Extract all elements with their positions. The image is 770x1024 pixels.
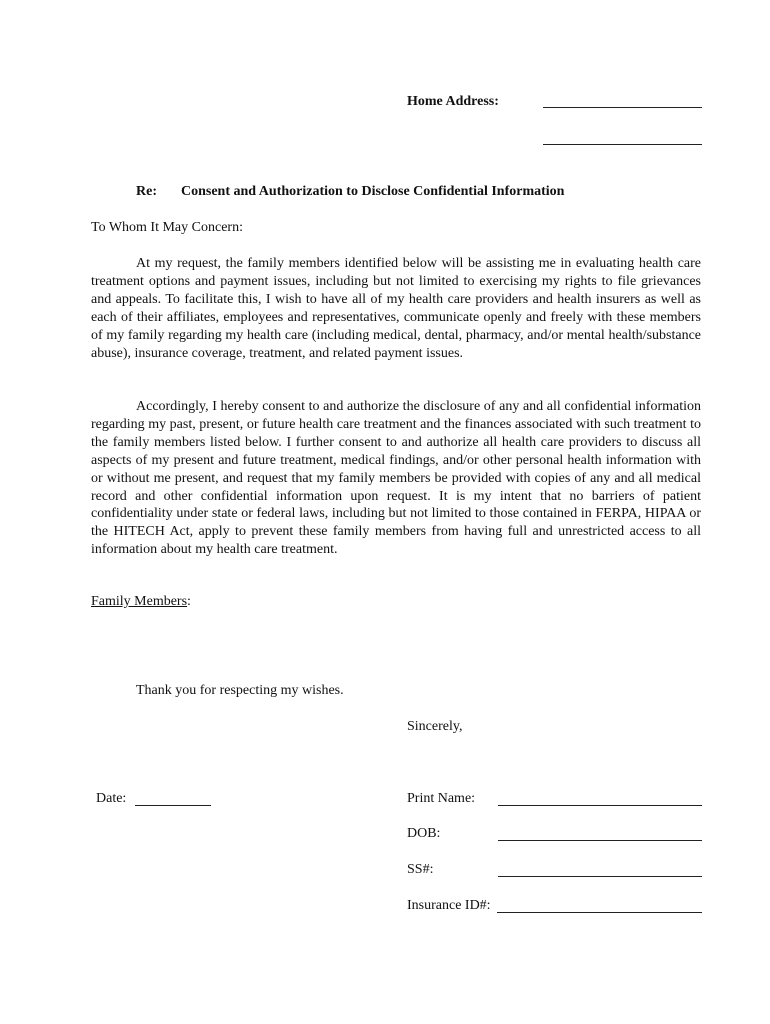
print-name-label: Print Name: xyxy=(407,791,476,806)
home-address-line-2[interactable] xyxy=(543,144,702,145)
date-label: Date: xyxy=(96,791,127,806)
sincerely: Sincerely, xyxy=(407,719,463,734)
family-members-heading xyxy=(91,594,191,610)
subject-title: Consent and Authorization to Disclose Confidential Information xyxy=(181,184,565,199)
paragraph-1-text: At my request, the family members identified below will be assisting me in evaluating health care treatment options and payment issues, including but not limited to exercising my rights to file grievances and appeals. To facilitate this, I wish to have all of my health care providers and health insurers as well as each of their affiliates, employees and representatives, communicate openly and freely with these members of my family regarding my health care (including medical, dental, pharmacy, and/or mental health/substance abuse), insurance coverage, treatment, and related payment issues. xyxy=(91,256,701,361)
dob-label: DOB: xyxy=(407,826,441,841)
paragraph-authorization-purpose xyxy=(91,255,701,362)
ss-line[interactable] xyxy=(498,876,702,877)
re-label: Re: xyxy=(136,184,157,199)
insurance-id-label: Insurance ID#: xyxy=(407,898,491,913)
home-address-label: Home Address: xyxy=(407,94,499,109)
ss-label: SS#: xyxy=(407,862,434,877)
salutation: To Whom It May Concern: xyxy=(91,220,243,235)
dob-line[interactable] xyxy=(498,840,702,841)
insurance-id-line[interactable] xyxy=(497,912,702,913)
thank-you-line: Thank you for respecting my wishes. xyxy=(136,683,344,698)
print-name-line[interactable] xyxy=(498,805,702,806)
family-members-colon: : xyxy=(187,594,191,609)
home-address-line-1[interactable] xyxy=(543,107,702,108)
paragraph-consent-disclosure xyxy=(91,398,701,559)
date-line[interactable] xyxy=(135,805,211,806)
paragraph-2-text: Accordingly, I hereby consent to and authorize the disclosure of any and all confidential information regarding my past, present, or future health care treatment and the finances associated with such treatment to the family members listed below. I further consent to and authorize all health care providers to discuss all aspects of my present and future treatment, medical findings, and/or other personal health information with or without me present, and request that my family members be provided with copies of any and all medical record and other confidential information upon request. It is my intent that no barriers of patient confidentiality under state or federal laws, including but not limited to those contained in FERPA, HIPAA or the HITECH Act, apply to prevent these family members from having full and unrestricted access to all information about my health care treatment. xyxy=(91,399,701,558)
family-members-label: Family Members xyxy=(91,594,188,609)
